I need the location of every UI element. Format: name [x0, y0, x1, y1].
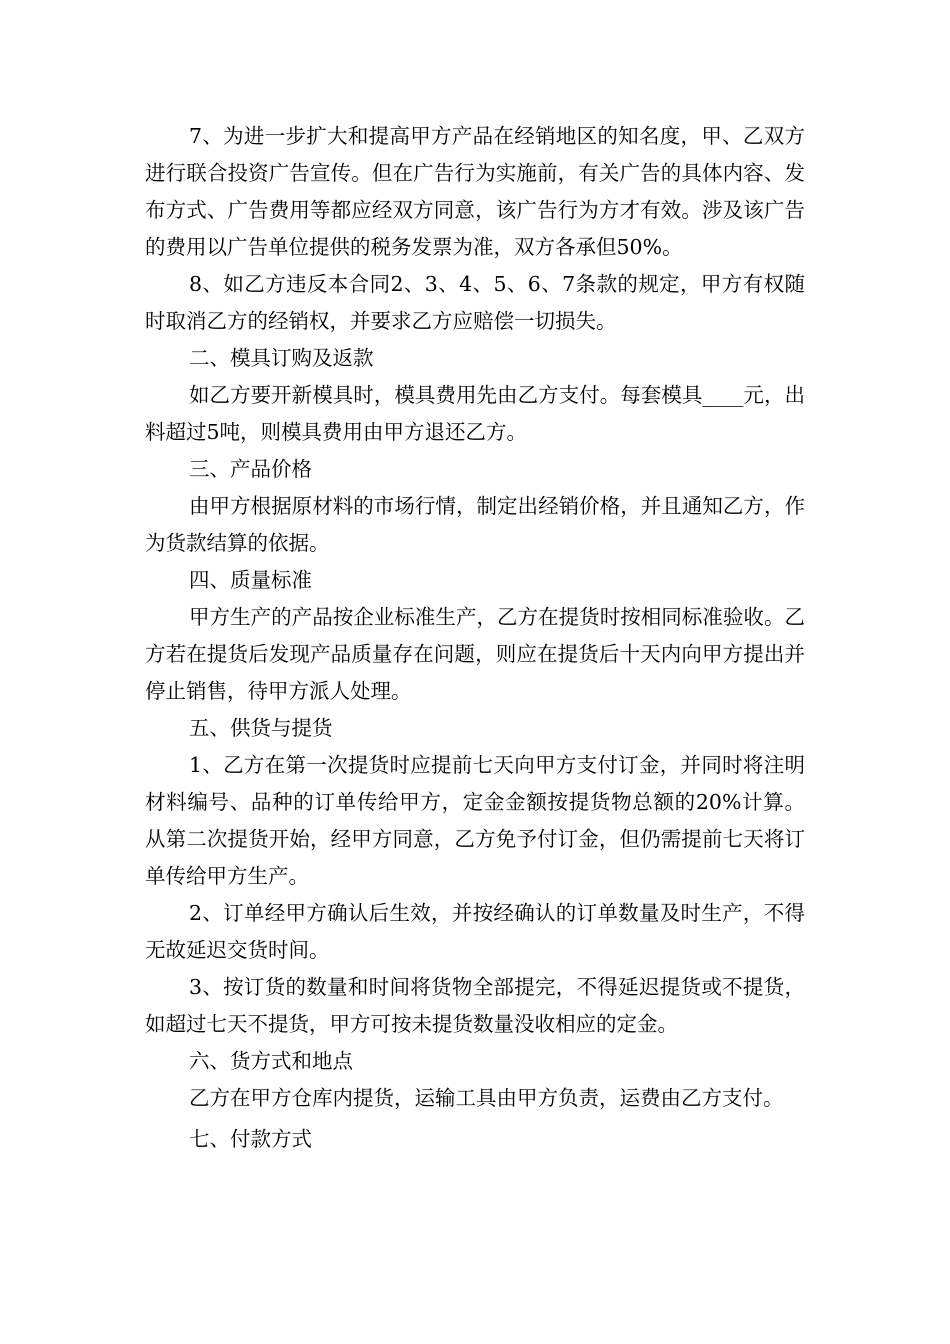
- section-heading-quality: 四、质量标准: [189, 568, 312, 592]
- clause-8-paragraph: 8、如乙方违反本合同2、3、4、5、6、7条款的规定，甲方有权随时取消乙方的经销权，并要求乙方应赔偿一切损失。: [145, 272, 805, 333]
- section-heading-price: 三、产品价格: [189, 457, 312, 481]
- price-paragraph: 由甲方根据原材料的市场行情，制定出经销价格，并且通知乙方，作为货款结算的依据。: [145, 494, 805, 555]
- clause-7-paragraph: 7、为进一步扩大和提高甲方产品在经销地区的知名度，甲、乙双方进行联合投资广告宣传。但在广告行为实施前，有关广告的具体内容、发布方式、广告费用等都应经双方同意，该广告行为方才有效。涉及该广告的费用以广告单位提供的税务发票为准，双方各承但50%。: [145, 124, 805, 259]
- supply-item-2: 2、订单经甲方确认后生效，并按经确认的订单数量及时生产，不得无故延迟交货时间。: [145, 901, 805, 962]
- supply-item-3: 3、按订货的数量和时间将货物全部提完，不得延迟提货或不提货，如超过七天不提货，甲方可按未提货数量没收相应的定金。: [145, 975, 805, 1036]
- document-body: [145, 118, 805, 1158]
- section-heading-mold: 二、模具订购及返款: [189, 346, 374, 370]
- supply-item-1: 1、乙方在第一次提货时应提前七天向甲方支付订金，并同时将注明材料编号、品种的订单传给甲方，定金金额按提货物总额的20%计算。从第二次提货开始，经甲方同意，乙方免予付订金，但仍需提前七天将订单传给甲方生产。: [145, 753, 805, 888]
- quality-paragraph: 甲方生产的产品按企业标准生产，乙方在提货时按相同标准验收。乙方若在提货后发现产品质量存在问题，则应在提货后十天内向甲方提出并停止销售，待甲方派人处理。: [145, 605, 805, 703]
- section-heading-delivery: 六、货方式和地点: [189, 1049, 353, 1073]
- delivery-paragraph: 乙方在甲方仓库内提货，运输工具由甲方负责，运费由乙方支付。: [189, 1086, 784, 1110]
- section-heading-payment: 七、付款方式: [189, 1127, 312, 1151]
- section-heading-supply: 五、供货与提货: [189, 716, 333, 740]
- mold-paragraph: 如乙方要开新模具时，模具费用先由乙方支付。每套模具____元，出料超过5吨，则模具费用由甲方退还乙方。: [145, 383, 805, 444]
